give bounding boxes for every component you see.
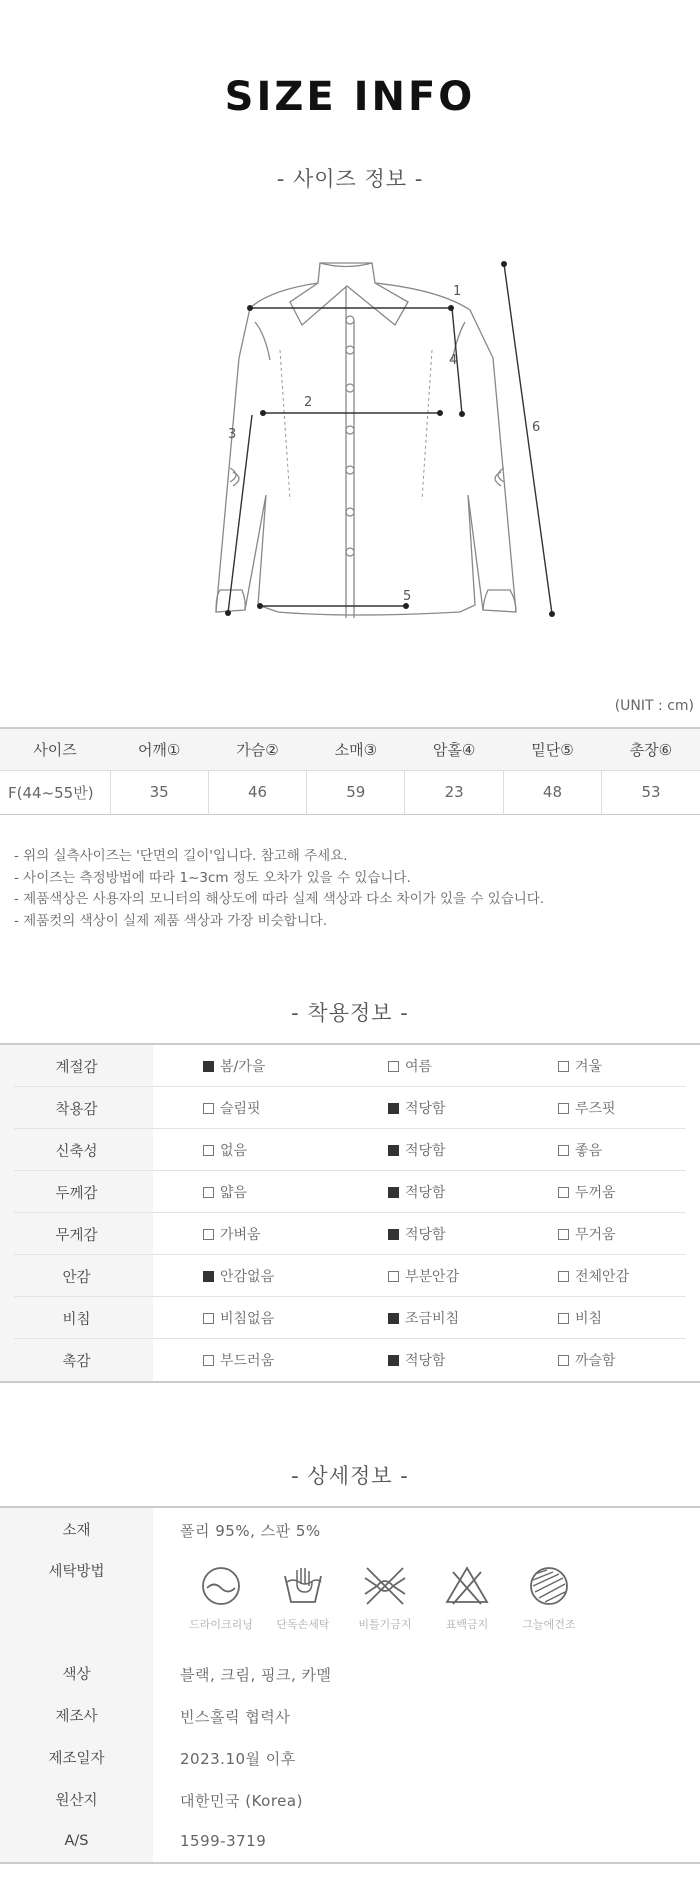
fit-label: 두께감 [0, 1171, 153, 1213]
header-size: 사이즈 [0, 728, 110, 770]
cell-size: F(44~55반) [0, 770, 110, 814]
cell-length: 53 [602, 770, 700, 814]
detail-label: A/S [0, 1820, 153, 1862]
detail-row-color [0, 1652, 700, 1694]
fit-option: 없음 [220, 1143, 248, 1159]
checkbox-empty-icon [203, 1103, 214, 1114]
fit-label: 비침 [0, 1297, 153, 1339]
checkbox-empty-icon [203, 1313, 214, 1324]
shirt-measurement-diagram [170, 250, 570, 640]
fit-option: 루즈핏 [575, 1101, 616, 1117]
checkbox-checked-icon [388, 1229, 399, 1240]
detail-label: 원산지 [0, 1778, 153, 1820]
checkbox-empty-icon [388, 1061, 399, 1072]
detail-label: 소재 [0, 1508, 153, 1550]
fit-option: 까슬함 [575, 1353, 616, 1369]
checkbox-empty-icon [558, 1145, 569, 1156]
detail-value: 블랙, 크림, 핑크, 카멜 [180, 1666, 332, 1684]
shirt-darts [280, 350, 432, 500]
fit-option: 부분안감 [405, 1269, 460, 1285]
checkbox-empty-icon [203, 1355, 214, 1366]
checkbox-empty-icon [558, 1061, 569, 1072]
fit-option: 무거움 [575, 1227, 616, 1243]
fit-option: 전체안감 [575, 1269, 630, 1285]
checkbox-empty-icon [203, 1229, 214, 1240]
checkbox-checked-icon [388, 1313, 399, 1324]
detail-value: 2023.10월 이후 [180, 1750, 296, 1768]
detail-value: 폴리 95%, 스판 5% [180, 1522, 321, 1540]
size-table [0, 727, 700, 815]
fit-row-stretch [0, 1129, 700, 1171]
wash-label: 드라이크리닝 [189, 1618, 253, 1631]
checkbox-empty-icon [558, 1229, 569, 1240]
shade-dry-icon [525, 1562, 573, 1610]
shirt-buttons [346, 316, 354, 556]
fit-option: 좋음 [575, 1143, 603, 1159]
cell-sleeve: 59 [307, 770, 405, 814]
washing-icons [180, 1562, 590, 1632]
wash-label: 비틀기금지 [358, 1618, 412, 1631]
wash-item [508, 1562, 590, 1632]
fit-info-title: - 착용정보 - [291, 1001, 409, 1025]
header-length: 총장⑥ [602, 728, 700, 770]
detail-value: 대한민국 (Korea) [180, 1792, 303, 1810]
fit-row-season [0, 1045, 700, 1087]
fit-option: 가벼움 [220, 1227, 261, 1243]
note-item: - 제품색상은 사용자의 모니터의 해상도에 따라 실제 색상과 다소 차이가 있을 수 있습니다. [14, 891, 545, 907]
detail-value: 빈스홀릭 협력사 [180, 1708, 291, 1726]
fit-option: 적당함 [405, 1227, 446, 1243]
cell-armhole: 23 [405, 770, 503, 814]
checkbox-checked-icon [388, 1187, 399, 1198]
fit-option: 겨울 [575, 1059, 603, 1075]
cell-chest: 46 [208, 770, 306, 814]
note-item: - 제품컷의 색상이 실제 제품 색상과 가장 비슷합니다. [14, 912, 328, 929]
fit-option: 적당함 [405, 1143, 446, 1159]
marker-6: 6 [532, 420, 541, 435]
fit-row-thickness [0, 1171, 700, 1213]
wash-label: 표백금지 [445, 1618, 489, 1631]
page-title: SIZE INFO [224, 74, 476, 120]
wash-item [262, 1562, 344, 1632]
measurement-points [225, 261, 555, 617]
wash-label: 그늘에건조 [522, 1618, 576, 1631]
fit-option: 적당함 [405, 1185, 446, 1201]
header-chest: 가슴② [208, 728, 306, 770]
no-wring-icon [361, 1562, 409, 1610]
checkbox-empty-icon [558, 1313, 569, 1324]
fit-row-weight [0, 1213, 700, 1255]
header-hem: 밑단⑤ [503, 728, 601, 770]
fit-option: 비침 [575, 1311, 603, 1327]
fit-row-fit [0, 1087, 700, 1129]
header-sleeve: 소매③ [307, 728, 405, 770]
detail-info-table [0, 1506, 700, 1864]
checkbox-empty-icon [558, 1103, 569, 1114]
fit-option: 얇음 [220, 1185, 248, 1201]
checkbox-checked-icon [203, 1061, 214, 1072]
detail-info-title: - 상세정보 - [291, 1464, 409, 1488]
detail-row-maker [0, 1694, 700, 1736]
fit-option: 적당함 [405, 1353, 446, 1369]
dry-clean-icon [197, 1562, 245, 1610]
fit-option: 두꺼움 [575, 1185, 616, 1201]
marker-2: 2 [304, 395, 313, 410]
detail-label: 세탁방법 [0, 1550, 153, 1652]
no-bleach-icon [443, 1562, 491, 1610]
checkbox-empty-icon [558, 1355, 569, 1366]
detail-label: 색상 [0, 1652, 153, 1694]
checkbox-empty-icon [203, 1187, 214, 1198]
checkbox-empty-icon [203, 1145, 214, 1156]
checkbox-empty-icon [558, 1271, 569, 1282]
note-item: - 사이즈는 측정방법에 따라 1~3cm 정도 오차가 있을 수 있습니다. [14, 869, 411, 886]
measurement-lines [228, 264, 552, 614]
fit-label: 계절감 [0, 1045, 153, 1087]
fit-option: 부드러움 [220, 1353, 275, 1369]
marker-1: 1 [453, 284, 462, 299]
cell-hem: 48 [503, 770, 601, 814]
header-shoulder: 어깨① [110, 728, 208, 770]
checkbox-checked-icon [203, 1271, 214, 1282]
fit-option: 비침없음 [220, 1311, 275, 1327]
checkbox-empty-icon [388, 1271, 399, 1282]
size-info-subtitle: - 사이즈 정보 - [276, 167, 424, 191]
shirt-outline [216, 263, 516, 618]
hand-wash-icon [279, 1562, 327, 1610]
checkbox-checked-icon [388, 1145, 399, 1156]
wash-item [426, 1562, 508, 1632]
fit-option: 적당함 [405, 1101, 446, 1117]
wash-item [180, 1562, 262, 1632]
size-notes [14, 846, 544, 932]
detail-value: 1599-3719 [180, 1832, 267, 1850]
size-table-header [0, 728, 700, 770]
fit-info-table [0, 1043, 700, 1383]
detail-row-origin [0, 1778, 700, 1820]
fit-option: 슬림핏 [220, 1101, 261, 1117]
fit-label: 착용감 [0, 1087, 153, 1129]
detail-row-material [0, 1508, 700, 1550]
detail-row-as [0, 1820, 700, 1862]
fit-label: 신축성 [0, 1129, 153, 1171]
fit-option: 안감없음 [220, 1269, 275, 1285]
fit-row-texture [0, 1339, 700, 1381]
table-row [0, 770, 700, 814]
fit-option: 조금비침 [405, 1311, 460, 1327]
cell-shoulder: 35 [110, 770, 208, 814]
checkbox-empty-icon [558, 1187, 569, 1198]
detail-label: 제조일자 [0, 1736, 153, 1778]
wash-item [344, 1562, 426, 1632]
marker-3: 3 [228, 427, 237, 442]
checkbox-checked-icon [388, 1355, 399, 1366]
marker-5: 5 [403, 589, 412, 604]
detail-label: 제조사 [0, 1694, 153, 1736]
wash-label: 단독손세탁 [276, 1618, 330, 1631]
fit-row-sheer [0, 1297, 700, 1339]
fit-row-lining [0, 1255, 700, 1297]
note-item: - 위의 실측사이즈는 '단면의 길이'입니다. 참고해 주세요. [14, 848, 348, 864]
fit-option: 봄/가을 [220, 1059, 266, 1075]
fit-label: 촉감 [0, 1339, 153, 1381]
fit-label: 무게감 [0, 1213, 153, 1255]
header-armhole: 암홀④ [405, 728, 503, 770]
marker-4: 4 [449, 353, 458, 368]
fit-option: 여름 [405, 1059, 433, 1075]
checkbox-checked-icon [388, 1103, 399, 1114]
detail-row-date [0, 1736, 700, 1778]
unit-label: (UNIT : cm) [614, 698, 694, 714]
fit-label: 안감 [0, 1255, 153, 1297]
detail-row-washing [0, 1550, 700, 1652]
